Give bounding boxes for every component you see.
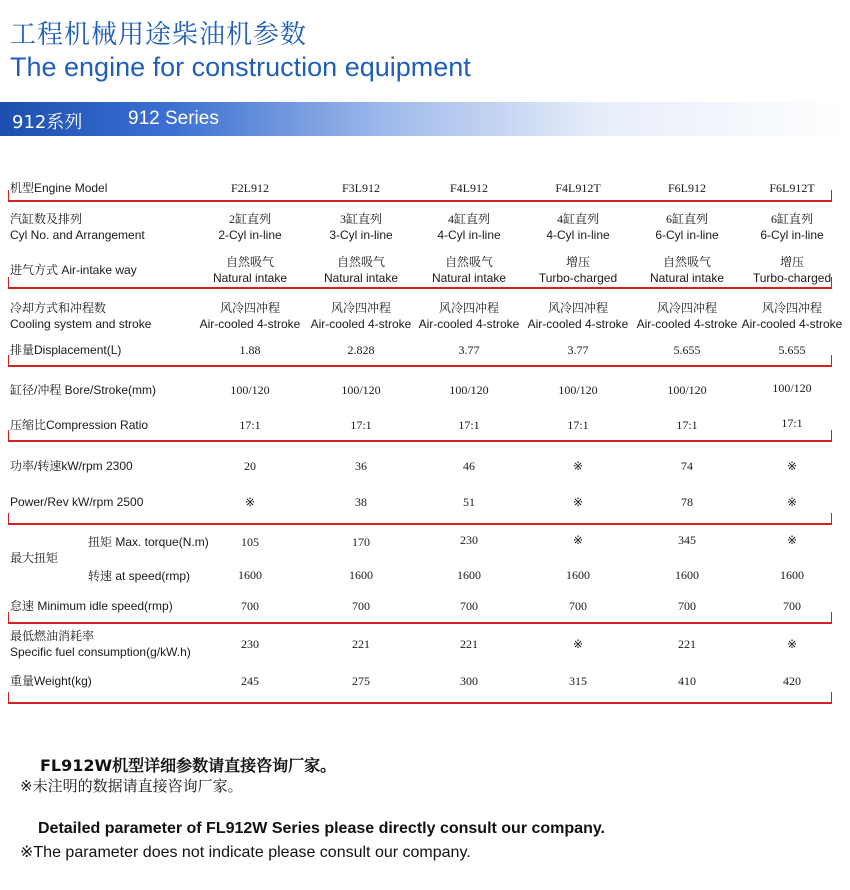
intake-en: Natural intake: [212, 271, 288, 285]
displacement-value: 5.655: [673, 343, 701, 357]
intake-cell: [520, 254, 636, 286]
power-2300-value: 20: [244, 459, 256, 473]
intake-en: Natural intake: [323, 271, 399, 285]
model-name: F4L912T: [555, 181, 601, 195]
cylinder-cn: 4缸直列: [447, 212, 490, 226]
intake-cell: [411, 254, 527, 286]
cooling-en: Air-cooled 4-stroke: [310, 317, 412, 331]
torque-value: ※: [572, 533, 584, 547]
intake-cell: [629, 254, 745, 286]
intake-cn: 自然吸气: [336, 255, 385, 269]
cooling-label-en: Cooling system and stroke: [10, 317, 152, 331]
cooling-cn: 风冷四冲程: [547, 301, 608, 315]
power-2300-value: ※: [572, 459, 584, 473]
cooling-en: Air-cooled 4-stroke: [199, 317, 301, 331]
cylinder-en: 2-Cyl in-line: [218, 228, 282, 242]
idle-value: 700: [783, 599, 801, 613]
bore-value: 100/120: [230, 383, 270, 397]
intake-cell: [303, 254, 419, 286]
idle-label: 怠速 Minimum idle speed(rmp): [10, 599, 173, 613]
power-2300-value: 36: [355, 459, 367, 473]
weight-value: 275: [352, 674, 370, 688]
fuel-value: 230: [241, 637, 259, 651]
idle-value: 700: [460, 599, 478, 613]
cylinder-cell: [192, 211, 308, 243]
cylinder-cn: 6缸直列: [665, 212, 708, 226]
cooling-label-cn: 冷却方式和冲程数: [10, 301, 107, 315]
speed-value: 1600: [780, 568, 804, 582]
cooling-cn: 风冷四冲程: [330, 301, 391, 315]
speed-value: 1600: [566, 568, 590, 582]
displacement-value: 3.77: [458, 343, 480, 357]
intake-cn: 自然吸气: [662, 255, 711, 269]
cylinder-cn: 6缸直列: [770, 212, 813, 226]
compression-value: 17:1: [567, 418, 589, 432]
compression-value: 17:1: [781, 416, 803, 430]
model-name: F4L912: [449, 181, 488, 195]
intake-en: Natural intake: [431, 271, 507, 285]
fuel-value: 221: [678, 637, 696, 651]
displacement-value: 3.77: [567, 343, 589, 357]
cylinder-en: 4-Cyl in-line: [546, 228, 610, 242]
cylinder-cell: [734, 211, 850, 243]
power-2500-value: ※: [244, 495, 256, 509]
row-divider: [8, 200, 832, 202]
fuel-value: ※: [572, 637, 584, 651]
model-name: F2L912: [230, 181, 269, 195]
bore-value: 100/120: [772, 381, 812, 395]
intake-en: Turbo-charged: [538, 271, 618, 285]
weight-value: 410: [678, 674, 696, 688]
torque-value: 345: [678, 533, 696, 547]
weight-value: 245: [241, 674, 259, 688]
cooling-cell: [411, 300, 527, 332]
power-2300-label: 功率/转速kW/rpm 2300: [10, 459, 133, 473]
note-en: ※The parameter does not indicate please consult our company.: [20, 844, 471, 861]
compression-value: 17:1: [676, 418, 698, 432]
intake-cn: 自然吸气: [444, 255, 493, 269]
torque-value: 170: [352, 535, 370, 549]
power-2500-value: ※: [786, 495, 798, 509]
power-2300-value: ※: [786, 459, 798, 473]
fuel-value: 221: [352, 637, 370, 651]
model-name: F6L912: [667, 181, 706, 195]
series-label-cn: 912系列: [12, 112, 83, 133]
cooling-cn: 风冷四冲程: [656, 301, 717, 315]
cylinder-cn: 4缸直列: [556, 212, 599, 226]
row-divider: [8, 622, 832, 624]
row-divider: [8, 287, 832, 289]
torque-label: 扭矩 Max. torque(N.m): [88, 535, 209, 549]
bore-value: 100/120: [667, 383, 707, 397]
fuel-value: ※: [786, 637, 798, 651]
page-title-cn: 工程机械用途柴油机参数: [10, 20, 308, 50]
torque-value: 230: [460, 533, 478, 547]
cylinder-cell: [303, 211, 419, 243]
compression-label: 压缩比Compression Ratio: [10, 418, 149, 432]
cylinder-cell: [629, 211, 745, 243]
fuel-value: 221: [460, 637, 478, 651]
cooling-en: Air-cooled 4-stroke: [418, 317, 520, 331]
cylinder-label: [10, 211, 145, 243]
cylinder-cn: 3缸直列: [339, 212, 382, 226]
cooling-label: [10, 300, 151, 332]
displacement-value: 1.88: [239, 343, 261, 357]
compression-value: 17:1: [458, 418, 480, 432]
intake-cn: 自然吸气: [225, 255, 274, 269]
cooling-cell: [629, 300, 745, 332]
power-2500-value: 78: [681, 495, 693, 509]
power-2300-value: 46: [463, 459, 475, 473]
cooling-cell: [192, 300, 308, 332]
cylinder-en: 6-Cyl in-line: [655, 228, 719, 242]
fuel-label-en: Specific fuel consumption(g/kW.h): [10, 645, 191, 659]
speed-value: 1600: [238, 568, 262, 582]
intake-label: 进气方式 Air-intake way: [10, 263, 137, 277]
cooling-cell: [520, 300, 636, 332]
cylinder-en: 4-Cyl in-line: [437, 228, 501, 242]
engine-model-label: 机型Engine Model: [10, 181, 108, 195]
power-2500-label: Power/Rev kW/rpm 2500: [10, 495, 144, 509]
cooling-cn: 风冷四冲程: [219, 301, 280, 315]
cylinder-label-cn: 汽缸数及排列: [10, 212, 83, 226]
note-cn-bold: FL912W机型详细参数请直接咨询厂家。: [40, 756, 337, 775]
cylinder-cell: [520, 211, 636, 243]
series-label-en: 912 Series: [128, 108, 219, 129]
note-cn: ※未注明的数据请直接咨询厂家。: [20, 777, 243, 795]
row-divider: [8, 365, 832, 367]
bore-label: 缸径/冲程 Bore/Stroke(mm): [10, 383, 157, 397]
idle-value: 700: [569, 599, 587, 613]
cylinder-en: 6-Cyl in-line: [760, 228, 824, 242]
intake-en: Natural intake: [649, 271, 725, 285]
power-2500-value: 51: [463, 495, 475, 509]
bore-value: 100/120: [341, 383, 381, 397]
power-2500-value: ※: [572, 495, 584, 509]
note-en-bold: Detailed parameter of FL912W Series please directly consult our company.: [38, 820, 605, 837]
fuel-label-cn: 最低燃油消耗率: [10, 629, 95, 643]
speed-label: 转速 at speed(rmp): [88, 569, 191, 583]
weight-value: 315: [569, 674, 587, 688]
cylinder-cn: 2缸直列: [228, 212, 271, 226]
power-2300-value: 74: [681, 459, 693, 473]
intake-en: Turbo-charged: [752, 271, 832, 285]
cooling-en: Air-cooled 4-stroke: [636, 317, 738, 331]
speed-value: 1600: [349, 568, 373, 582]
cylinder-en: 3-Cyl in-line: [329, 228, 393, 242]
torque-value: ※: [786, 533, 798, 547]
idle-value: 700: [678, 599, 696, 613]
speed-value: 1600: [457, 568, 481, 582]
fuel-label: [10, 628, 191, 660]
max-torque-group-label: 最大扭矩: [10, 551, 59, 565]
intake-cn: 增压: [779, 255, 804, 269]
cooling-en: Air-cooled 4-stroke: [527, 317, 629, 331]
model-name: F6L912T: [769, 181, 815, 195]
row-divider: [8, 523, 832, 525]
displacement-value: 2.828: [347, 343, 375, 357]
intake-cell: [192, 254, 308, 286]
cooling-cell: [303, 300, 419, 332]
speed-value: 1600: [675, 568, 699, 582]
displacement-value: 5.655: [778, 343, 806, 357]
intake-cn: 增压: [565, 255, 590, 269]
weight-value: 420: [783, 674, 801, 688]
page-title-en: The engine for construction equipment: [10, 52, 471, 82]
power-2500-value: 38: [355, 495, 367, 509]
cylinder-label-en: Cyl No. and Arrangement: [10, 228, 145, 242]
cylinder-cell: [411, 211, 527, 243]
cooling-cn: 风冷四冲程: [761, 301, 822, 315]
weight-value: 300: [460, 674, 478, 688]
compression-value: 17:1: [239, 418, 261, 432]
idle-value: 700: [241, 599, 259, 613]
compression-value: 17:1: [350, 418, 372, 432]
bore-value: 100/120: [558, 383, 598, 397]
model-name: F3L912: [341, 181, 380, 195]
intake-cell: [734, 254, 850, 286]
displacement-label: 排量Displacement(L): [10, 343, 122, 357]
row-divider: [8, 702, 832, 704]
bore-value: 100/120: [449, 383, 489, 397]
cooling-en: Air-cooled 4-stroke: [741, 317, 843, 331]
cooling-cell: [734, 300, 850, 332]
cooling-cn: 风冷四冲程: [438, 301, 499, 315]
row-divider: [8, 440, 832, 442]
weight-label: 重量Weight(kg): [10, 674, 92, 688]
idle-value: 700: [352, 599, 370, 613]
torque-value: 105: [241, 535, 259, 549]
